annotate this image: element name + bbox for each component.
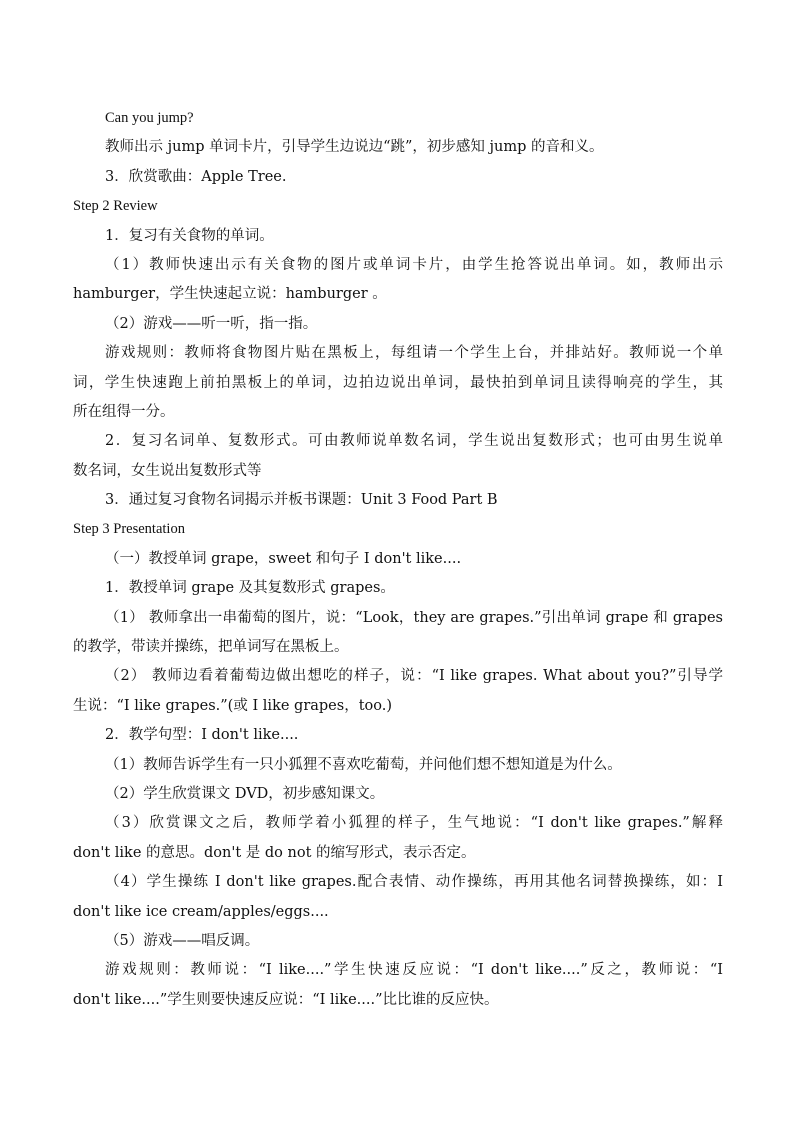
- text-line: don't like 的意思。don't 是 do not 的缩写形式，表示否定。: [73, 844, 476, 861]
- text-line: 1．复习有关食物的单词。: [105, 227, 274, 244]
- text-line: 游戏规则：教师说：“I like....”学生快速反应说：“I don't like....”反之，教师说：“I: [105, 962, 723, 979]
- text-line: （2） 教师边看着葡萄边做出想吃的样子，说：“I like grapes. What about you?”引导学: [105, 668, 723, 685]
- text-line: （1）教师快速出示有关食物的图片或单词卡片，由学生抢答说出单词。如，教师出示: [105, 256, 723, 273]
- text-line: 词，学生快速跑上前拍黑板上的单词，边拍边说出单词，最快拍到单词且读得响亮的学生，其: [73, 374, 723, 391]
- text-line: 2．复习名词单、复数形式。可由教师说单数名词，学生说出复数形式；也可由男生说单: [105, 433, 723, 450]
- text-line: 数名词，女生说出复数形式等: [73, 462, 262, 479]
- text-line: Can you jump?: [105, 110, 194, 126]
- text-line: （一）教授单词 grape，sweet 和句子 I don't like....: [105, 550, 462, 567]
- text-line: 所在组得一分。: [73, 403, 175, 420]
- document-body: [73, 104, 723, 1015]
- text-line: 游戏规则：教师将食物图片贴在黑板上，每组请一个学生上台，并排站好。教师说一个单: [105, 345, 723, 362]
- text-line: 1．教授单词 grape 及其复数形式 grapes。: [105, 580, 395, 597]
- text-line: （2）学生欣赏课文 DVD，初步感知课文。: [105, 785, 385, 802]
- text-line: 教师出示 jump 单词卡片，引导学生边说边“跳”，初步感知 jump 的音和义。: [105, 139, 604, 156]
- text-line: 的教学，带读并操练，把单词写在黑板上。: [73, 639, 349, 656]
- text-line: 3．通过复习食物名词揭示并板书课题：Unit 3 Food Part B: [105, 492, 498, 509]
- section-heading: Step 3 Presentation: [73, 521, 185, 538]
- text-line: （4）学生操练 I don't like grapes.配合表情、动作操练，再用其他名词替换操练，如：I: [105, 874, 723, 891]
- text-line: 3．欣赏歌曲：Apple Tree.: [105, 168, 287, 185]
- text-line: （1）教师告诉学生有一只小狐狸不喜欢吃葡萄，并问他们想不想知道是为什么。: [105, 756, 622, 773]
- text-line: （5）游戏——唱反调。: [105, 932, 260, 949]
- text-line: don't like....”学生则要快速反应说：“I like....”比比谁的反应快。: [73, 991, 499, 1008]
- text-line: 生说：“I like grapes.”(或 I like grapes，too.): [73, 697, 392, 714]
- text-line: （2）游戏——听一听，指一指。: [105, 315, 318, 332]
- section-heading: Step 2 Review: [73, 198, 158, 215]
- text-line: （1） 教师拿出一串葡萄的图片，说：“Look，they are grapes.”引出单词 grape 和 grapes: [105, 609, 723, 626]
- text-line: 2．教学句型：I don't like....: [105, 727, 299, 744]
- text-line: （3）欣赏课文之后，教师学着小狐狸的样子，生气地说：“I don't like grapes.”解释: [105, 815, 723, 832]
- text-line: hamburger，学生快速起立说：hamburger 。: [73, 286, 387, 303]
- text-line: don't like ice cream/apples/eggs....: [73, 903, 329, 920]
